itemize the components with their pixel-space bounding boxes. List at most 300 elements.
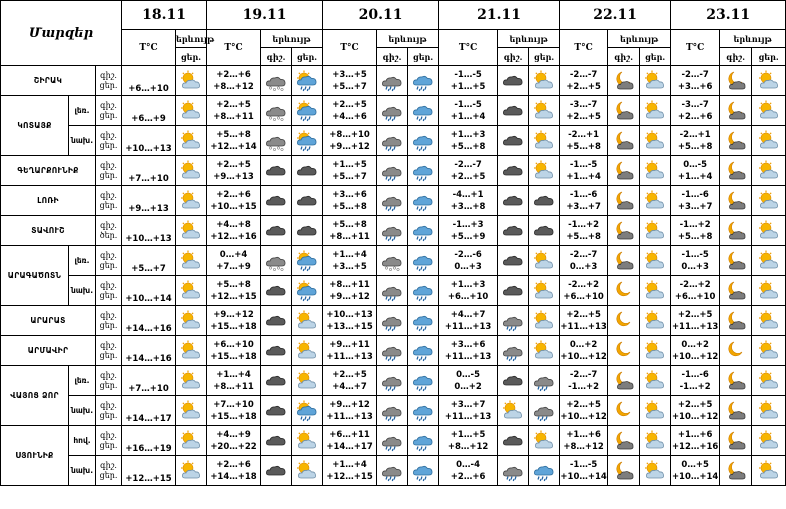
weather-icon-cell <box>608 66 640 96</box>
cloud-icon <box>501 430 525 452</box>
weather-icon-cell <box>292 456 323 486</box>
rain-icon <box>532 460 556 482</box>
day-temp: +10…+14 <box>560 471 607 482</box>
rain-icon <box>411 460 435 482</box>
weather-icon-cell <box>261 456 292 486</box>
temp-range-cell <box>671 426 720 456</box>
temp-cell: +10…+14 <box>122 276 176 306</box>
sun-cloud-icon <box>757 190 781 212</box>
sun-cloud-rain-icon <box>295 280 319 302</box>
temp-range-cell <box>671 366 720 396</box>
period-label: գիշ. ցեր. <box>96 396 122 426</box>
weather-icon-cell <box>292 66 323 96</box>
weather-icon-cell <box>529 306 560 336</box>
temp-range-cell <box>207 276 261 306</box>
night-temp: +2…+5 <box>332 99 367 110</box>
weather-icon-cell <box>176 216 207 246</box>
cloud-rain-icon <box>501 460 525 482</box>
day-temp: +10…+12 <box>560 411 607 422</box>
weather-icon-cell <box>377 396 408 426</box>
zone-label: նախ. <box>69 276 96 306</box>
night-temp: +1…+4 <box>332 249 367 260</box>
weather-icon-cell <box>640 456 671 486</box>
zone-label: նախ. <box>69 456 96 486</box>
night-temp: -2…+1 <box>568 129 600 140</box>
day-temp: +15…+18 <box>210 351 257 362</box>
sun-cloud-icon <box>757 310 781 332</box>
date-header: 20.11 <box>323 1 439 30</box>
night-temp: +2…+5 <box>216 159 251 170</box>
moon-icon <box>724 340 748 362</box>
zone-label: լեռ. <box>69 366 96 396</box>
day-temp: +8…+12 <box>563 441 604 452</box>
night-temp: -4…+1 <box>452 189 484 200</box>
region-name: ԳԵՂԱՐՔՈՒՆԻՔ <box>1 156 96 186</box>
cloud-icon <box>264 190 288 212</box>
moon-cloud-icon <box>724 400 748 422</box>
region-row <box>1 126 786 156</box>
temp-range-cell <box>560 426 608 456</box>
date-header: 23.11 <box>671 1 786 30</box>
night-temp: +1…+6 <box>677 429 713 440</box>
region-name: ԱՐԱՐԱՏ <box>1 306 96 336</box>
period-label: գիշ. ցեր. <box>96 336 122 366</box>
weather-icon-cell <box>640 246 671 276</box>
moon-cloud-icon <box>724 280 748 302</box>
weather-icon-cell <box>608 336 640 366</box>
temp-range-cell <box>207 336 261 366</box>
weather-icon-cell <box>261 306 292 336</box>
moon-cloud-icon <box>724 100 748 122</box>
weather-icon-cell <box>377 456 408 486</box>
sun-cloud-icon <box>179 310 203 332</box>
sun-cloud-icon <box>757 370 781 392</box>
sun-cloud-rain-icon <box>295 130 319 152</box>
weather-icon-cell <box>720 456 752 486</box>
rain-icon <box>411 220 435 242</box>
region-row <box>1 246 786 276</box>
weather-icon-cell <box>608 396 640 426</box>
day-temp: +2…+5 <box>566 81 601 92</box>
weather-icon-cell <box>498 306 529 336</box>
cloud-icon <box>501 130 525 152</box>
temp-cell: +16…+19 <box>122 426 176 456</box>
weather-icon-cell <box>377 246 408 276</box>
moon-cloud-icon <box>724 370 748 392</box>
night-temp: +1…+3 <box>450 279 486 290</box>
weather-icon-cell <box>608 456 640 486</box>
weather-icon-cell <box>640 126 671 156</box>
temp-range-cell <box>439 156 498 186</box>
temp-cell: +14…+16 <box>122 306 176 336</box>
temp-range-cell <box>207 396 261 426</box>
region-row <box>1 366 786 396</box>
date-header: 18.11 <box>122 1 207 30</box>
sun-cloud-rain-icon <box>295 400 319 422</box>
weather-icon-cell <box>176 156 207 186</box>
night-col-header: գիշ. <box>377 48 408 66</box>
temp-range-cell <box>439 216 498 246</box>
temp-range-cell <box>323 186 377 216</box>
weather-icon-cell <box>752 456 786 486</box>
day-temp: +12…+16 <box>671 441 719 452</box>
weather-icon-cell <box>377 96 408 126</box>
cloud-rain-icon <box>501 310 525 332</box>
day-temp: +6…+10 <box>563 291 604 302</box>
weather-icon-cell <box>498 366 529 396</box>
cloud-icon <box>501 190 525 212</box>
period-label: գիշ. ցեր. <box>96 156 122 186</box>
weather-icon-cell <box>640 336 671 366</box>
day-temp: +11…+13 <box>326 411 373 422</box>
weather-icon-cell <box>752 276 786 306</box>
region-row <box>1 396 786 426</box>
weather-icon-cell <box>176 336 207 366</box>
region-row <box>1 276 786 306</box>
zone-label: հով. <box>69 426 96 456</box>
weather-icon-cell <box>640 66 671 96</box>
weather-icon-cell <box>752 216 786 246</box>
sun-cloud-icon <box>643 400 667 422</box>
period-label: գիշ. ցեր. <box>96 96 122 126</box>
region-row <box>1 426 786 456</box>
weather-icon-cell <box>292 396 323 426</box>
day-temp: +11…+13 <box>671 321 719 332</box>
weather-icon-cell <box>377 426 408 456</box>
day-temp: +8…+11 <box>213 381 254 392</box>
weather-icon-cell <box>529 276 560 306</box>
day-temp: +5…+8 <box>332 201 367 212</box>
weather-icon-cell <box>261 276 292 306</box>
moon-cloud-icon <box>612 70 636 92</box>
night-temp: +5…+8 <box>216 279 251 290</box>
cloud-rain-icon <box>380 160 404 182</box>
temp-range-cell <box>207 426 261 456</box>
night-col-header: գիշ. <box>498 48 529 66</box>
day-temp: +5…+9 <box>450 231 486 242</box>
weather-icon-cell <box>261 216 292 246</box>
weather-icon-cell <box>176 396 207 426</box>
day-temp: 0…+3 <box>569 261 598 272</box>
night-temp: +3…+5 <box>332 69 367 80</box>
cloud-icon <box>501 370 525 392</box>
weather-icon-cell <box>498 336 529 366</box>
rain-icon <box>411 160 435 182</box>
sun-cloud-icon <box>757 160 781 182</box>
sun-cloud-icon <box>757 400 781 422</box>
rain-icon <box>411 370 435 392</box>
weather-icon-cell <box>408 426 439 456</box>
day-temp: +9…+12 <box>329 141 370 152</box>
temp-cell: +12…+15 <box>122 456 176 486</box>
region-row <box>1 456 786 486</box>
day-temp: +8…+12 <box>213 81 254 92</box>
weather-icon-cell <box>408 456 439 486</box>
day-temp: +4…+7 <box>332 381 367 392</box>
weather-icon-cell <box>498 156 529 186</box>
weather-icon-cell <box>608 186 640 216</box>
temp-range-cell <box>323 366 377 396</box>
weather-icon-cell <box>377 156 408 186</box>
night-temp: 0…-5 <box>683 159 708 170</box>
night-temp: +1…+3 <box>450 129 486 140</box>
moon-cloud-icon <box>724 220 748 242</box>
weather-icon-cell <box>377 66 408 96</box>
night-temp: +4…+9 <box>216 429 251 440</box>
sun-cloud-icon <box>643 70 667 92</box>
cloud-rain-icon <box>532 370 556 392</box>
sun-cloud-icon <box>757 250 781 272</box>
moon-cloud-icon <box>724 430 748 452</box>
weather-icon-cell <box>292 246 323 276</box>
night-temp: +2…+6 <box>216 189 251 200</box>
cloud-snow-icon <box>264 250 288 272</box>
day-temp: +15…+18 <box>210 411 257 422</box>
temp-range-cell <box>439 126 498 156</box>
weather-icon-cell <box>720 336 752 366</box>
sun-cloud-icon <box>757 280 781 302</box>
rain-icon <box>411 130 435 152</box>
weather-icon-cell <box>529 96 560 126</box>
day-temp: +15…+18 <box>210 321 257 332</box>
cloud-icon <box>295 190 319 212</box>
night-temp: +1…+5 <box>450 429 486 440</box>
weather-icon-cell <box>408 246 439 276</box>
day-temp: +2…+6 <box>450 471 486 482</box>
day-temp: +9…+13 <box>213 171 254 182</box>
weather-icon-cell <box>640 186 671 216</box>
temp-range-cell <box>560 186 608 216</box>
day-temp: 0…+3 <box>681 261 709 272</box>
cloud-icon <box>264 280 288 302</box>
temp-range-cell <box>439 186 498 216</box>
night-temp: -2…-7 <box>569 249 598 260</box>
day-temp: +6…+10 <box>674 291 716 302</box>
temp-cell: +10…+13 <box>122 126 176 156</box>
cloud-icon <box>532 190 556 212</box>
weather-icon-cell <box>752 366 786 396</box>
weather-icon-cell <box>720 396 752 426</box>
temp-range-cell <box>671 306 720 336</box>
zone-label: նախ. <box>69 126 96 156</box>
rain-icon <box>411 400 435 422</box>
night-col-header: գիշ. <box>608 48 640 66</box>
weather-icon-cell <box>176 456 207 486</box>
region-row <box>1 96 786 126</box>
night-temp: -1…-5 <box>454 69 482 80</box>
night-temp: +2…+6 <box>216 69 251 80</box>
cloud-rain-icon <box>380 430 404 452</box>
temp-col-header: T°C <box>560 30 608 66</box>
temp-range-cell <box>560 246 608 276</box>
period-label: գիշ. ցեր. <box>96 246 122 276</box>
date-header: 22.11 <box>560 1 671 30</box>
day-temp: +4…+6 <box>332 111 367 122</box>
period-label: գիշ. ցեր. <box>96 66 122 96</box>
temp-range-cell <box>560 336 608 366</box>
sun-cloud-icon <box>179 430 203 452</box>
night-temp: -2…+2 <box>679 279 711 290</box>
night-temp: +7…+10 <box>213 399 254 410</box>
region-name: ՍՅՈՒՆԻՔ <box>1 426 69 486</box>
region-name: ԼՈՌԻ <box>1 186 96 216</box>
sun-cloud-icon <box>179 190 203 212</box>
night-temp: -3…-7 <box>681 99 709 110</box>
sun-cloud-icon <box>643 340 667 362</box>
temp-range-cell <box>671 396 720 426</box>
temp-range-cell <box>207 156 261 186</box>
night-temp: +8…+10 <box>329 129 370 140</box>
temp-cell: +5…+7 <box>122 246 176 276</box>
sun-cloud-icon <box>757 430 781 452</box>
night-temp: +5…+8 <box>332 219 367 230</box>
sun-cloud-icon <box>757 70 781 92</box>
moon-cloud-icon <box>612 160 636 182</box>
period-label: գիշ. ցեր. <box>96 456 122 486</box>
day-temp: +14…+18 <box>210 471 257 482</box>
cloud-icon <box>264 370 288 392</box>
night-temp: -2…+1 <box>679 129 711 140</box>
cloud-snow-icon <box>264 100 288 122</box>
weather-icon-cell <box>377 306 408 336</box>
night-temp: -1…-6 <box>681 189 709 200</box>
temp-range-cell <box>439 246 498 276</box>
day-temp: -1…+2 <box>568 381 600 392</box>
sun-cloud-icon <box>643 370 667 392</box>
temp-range-cell <box>439 396 498 426</box>
sun-cloud-icon <box>532 250 556 272</box>
temp-cell: +10…+13 <box>122 216 176 246</box>
sun-cloud-icon <box>757 460 781 482</box>
night-temp: +2…+5 <box>216 99 251 110</box>
night-temp: 0…+4 <box>219 249 248 260</box>
sun-cloud-icon <box>179 220 203 242</box>
weather-icon-cell <box>261 156 292 186</box>
weather-icon-cell <box>720 156 752 186</box>
moon-icon <box>612 310 636 332</box>
sun-cloud-icon <box>643 220 667 242</box>
weather-icon-cell <box>752 66 786 96</box>
weather-icon-cell <box>408 306 439 336</box>
day-temp: +6…+10 <box>447 291 489 302</box>
sun-cloud-icon <box>643 160 667 182</box>
cloud-rain-icon <box>380 340 404 362</box>
period-label: գիշ. ցեր. <box>96 276 122 306</box>
day-temp: +3…+8 <box>450 201 486 212</box>
day-temp: +10…+12 <box>671 351 719 362</box>
moon-cloud-icon <box>612 190 636 212</box>
weather-icon-cell <box>752 156 786 186</box>
night-temp: 0…+2 <box>681 339 709 350</box>
day-temp: +5…+8 <box>566 231 601 242</box>
weather-icon-cell <box>408 156 439 186</box>
night-temp: +2…+5 <box>566 399 601 410</box>
night-temp: -2…-7 <box>569 69 598 80</box>
temp-cell: +6…+9 <box>122 96 176 126</box>
temp-range-cell <box>671 216 720 246</box>
sun-cloud-icon <box>757 340 781 362</box>
day-temp: +13…+15 <box>326 321 373 332</box>
night-temp: +9…+11 <box>329 339 370 350</box>
temp-range-cell <box>323 156 377 186</box>
weather-icon-cell <box>720 66 752 96</box>
temp-range-cell <box>560 366 608 396</box>
region-row <box>1 156 786 186</box>
night-temp: +8…+11 <box>329 279 370 290</box>
sun-cloud-icon <box>179 70 203 92</box>
moon-cloud-icon <box>612 100 636 122</box>
night-temp: +1…+4 <box>332 459 367 470</box>
weather-icon-cell <box>752 246 786 276</box>
day-temp: +10…+12 <box>560 351 607 362</box>
temp-range-cell <box>323 246 377 276</box>
night-temp: +1…+6 <box>566 429 601 440</box>
night-temp: +1…+4 <box>216 369 251 380</box>
region-name: ԱՐՄԱՎԻՐ <box>1 336 96 366</box>
sun-cloud-icon <box>179 370 203 392</box>
weather-icon-cell <box>720 216 752 246</box>
weather-icon-cell <box>498 186 529 216</box>
night-temp: -1…-5 <box>681 249 709 260</box>
temp-range-cell <box>323 336 377 366</box>
temp-range-cell <box>560 456 608 486</box>
temp-range-cell <box>323 306 377 336</box>
weather-icon-cell <box>377 186 408 216</box>
temp-col-header: T°C <box>323 30 377 66</box>
day-temp: +5…+8 <box>677 141 713 152</box>
weather-icon-cell <box>408 126 439 156</box>
temp-range-cell <box>207 366 261 396</box>
sun-cloud-icon <box>295 310 319 332</box>
rain-icon <box>411 100 435 122</box>
cloud-rain-icon <box>380 400 404 422</box>
temp-range-cell <box>323 456 377 486</box>
weather-icon-cell <box>608 426 640 456</box>
temp-range-cell <box>560 396 608 426</box>
day-temp: +2…+6 <box>677 111 713 122</box>
temp-range-cell <box>439 306 498 336</box>
phen-col-header: երևույթ <box>720 30 786 48</box>
weather-icon-cell <box>176 186 207 216</box>
night-temp: +9…+12 <box>329 399 370 410</box>
weather-icon-cell <box>292 156 323 186</box>
rain-icon <box>411 250 435 272</box>
weather-icon-cell <box>529 126 560 156</box>
cloud-icon <box>264 220 288 242</box>
temp-range-cell <box>671 156 720 186</box>
weather-icon-cell <box>752 426 786 456</box>
cloud-icon <box>501 220 525 242</box>
weather-icon-cell <box>498 426 529 456</box>
weather-icon-cell <box>408 336 439 366</box>
day-temp: +20…+22 <box>210 441 257 452</box>
date-header: 19.11 <box>207 1 323 30</box>
temp-range-cell <box>671 186 720 216</box>
sun-cloud-icon <box>179 100 203 122</box>
night-temp: 0…+2 <box>569 339 598 350</box>
night-col-header: գիշ. <box>720 48 752 66</box>
day-temp: +5…+7 <box>332 171 367 182</box>
cloud-rain-icon <box>380 460 404 482</box>
weather-icon-cell <box>408 186 439 216</box>
moon-cloud-icon <box>612 430 636 452</box>
sun-cloud-icon <box>643 130 667 152</box>
sun-cloud-icon <box>179 340 203 362</box>
cloud-rain-icon <box>380 310 404 332</box>
weather-icon-cell <box>529 186 560 216</box>
sun-cloud-icon <box>757 220 781 242</box>
rain-icon <box>411 190 435 212</box>
